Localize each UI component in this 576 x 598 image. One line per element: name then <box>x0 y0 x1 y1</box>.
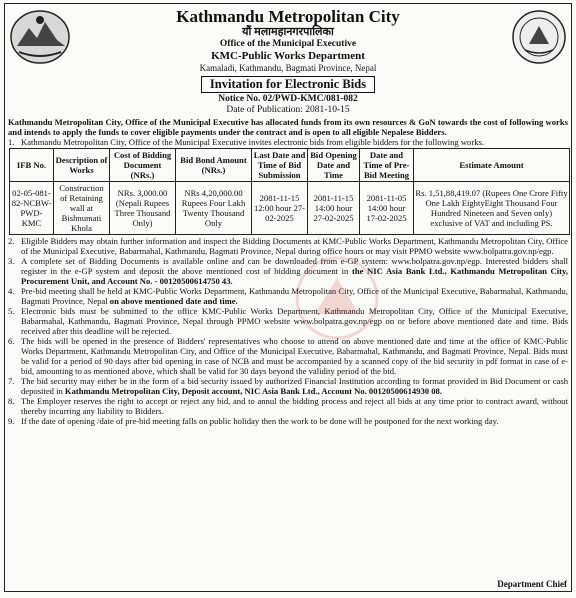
header-opening: Bid Opening Date and Time <box>308 149 360 182</box>
table-row <box>10 182 570 235</box>
header-ifb: IFB No. <box>10 149 54 182</box>
item-number: 6. <box>8 336 15 346</box>
item-number: 8. <box>8 396 15 406</box>
cell-description: Construction of Retaining wall at Bishnumati Khola <box>54 182 110 235</box>
cell-bid-bond: NRs 4,20,000.00 Rupees Four Lakh Twenty Thousand Only <box>176 182 252 235</box>
watermark-stamp-icon <box>285 254 390 342</box>
item-number: 9. <box>8 416 15 426</box>
publication-date: Date of Publication: 2081-10-15 <box>226 105 350 115</box>
item-number: 7. <box>8 376 15 386</box>
signatory: Department Chief <box>497 579 567 589</box>
table-header-row <box>10 149 570 182</box>
header-bid-bond: Bid Bond Amount (NRs.) <box>176 149 252 182</box>
item-text: Kathmandu Metropolitan City, Office of the Municipal Executive invites electronic bids from eligible bidders for the following works. <box>21 137 484 147</box>
header-prebid: Date and Time of Pre-Bid Meeting <box>360 149 414 182</box>
item-bold-text: the NIC Asia Bank Ltd., Kathmandu Metropolitan City, Procurement Unit, and Account No. - 00120500614750 43. <box>21 266 568 286</box>
list-item <box>5 396 571 416</box>
item-text: Electronic bids must be submitted to the office KMC-Public Works Department, Kathmandu Metropolitan City, Office of the Municipal Executive, Babarmahal, Kathmandu, Bagmati Province, Nepal through PPMO website www.bolpatra.gov.np/egp on or before above mentioned date and time. Bids received after this deadline will be rejected. <box>21 306 568 336</box>
header-estimate: Estimate Amount <box>414 149 570 182</box>
list-item <box>5 236 571 256</box>
cell-estimate: Rs. 1,51,88,419.07 (Rupees One Crore Fifty One Lakh EightyEight Thousand Four Hundred Nineteen and Seven only) exclusive of VAT and including PS. <box>414 182 570 235</box>
bid-table <box>9 148 570 235</box>
item-text: Pre-bid meeting shall be held at KMC-Public Works Department, Kathmandu Metropolitan City, Office of the Municipal Executive, Babarmahal, Kathmandu, Bagmati Province, Nepal <box>21 286 568 306</box>
item-number: 4. <box>8 286 15 296</box>
list-item <box>5 137 571 147</box>
cell-prebid: 2081-11-05 14:00 hour 17-02-2025 <box>360 182 414 235</box>
item-text: A complete set of Bidding Documents is available online and can be downloaded from e-GP system: www.bolpatra.gov.np/egp. Interested bidders shall register in the e-GP system and deposit the above mentioned cost of bidding document in <box>21 256 568 276</box>
banner-title: Invitation for Electronic Bids <box>201 76 375 93</box>
header-cost: Cost of Bidding Document (NRs.) <box>110 149 176 182</box>
city-title: Kathmandu Metropolitan City <box>176 7 400 26</box>
address: Kamaladi, Kathmandu, Bagmati Province, Nepal <box>199 63 377 73</box>
cell-submission: 2081-11-15 12:00 hour 27-02-2025 <box>252 182 308 235</box>
intro-paragraph: Kathmandu Metropolitan City, Office of the Municipal Executive has allocated funds from its own resources & GoN towards the cost of following works and intends to apply the funds to cover eligible payments under the contract and is open to all eligible Nepalese Bidders. <box>8 117 568 137</box>
item-number: 5. <box>8 306 15 316</box>
list-item <box>5 376 571 396</box>
cell-ifb: 02-05-081-82-NCBW-PWD-KMC <box>10 182 54 235</box>
list-item <box>5 336 571 376</box>
item-bold-text: on above mentioned date and time. <box>109 296 238 306</box>
item-text: The Employer reserves the right to accept or reject any bid, and to annul the bidding process and reject all bids at any time prior to contract award, without thereby incurring any liability to Bidders. <box>21 396 568 416</box>
department-name: KMC-Public Works Department <box>211 50 365 62</box>
notice-number: Notice No. 02/PWD-KMC/081-082 <box>218 94 358 104</box>
item-text: The bid security may either be in the form of a bid security issued by authorized Financial Institution according to format provided in Bid Document or cash deposited in <box>21 376 568 396</box>
item-number: 2. <box>8 236 15 246</box>
cell-cost: NRs. 3,000.00 (Nepali Rupees Three Thousand Only) <box>110 182 176 235</box>
item-text: Eligible Bidders may obtain further information and inspect the Bidding Documents at KMC-Public Works Department, Kathmandu Metropolitan City, Office of the Municipal Executive, Babarmahal, Kathmandu, Bagmati Province, Nepal during office hours or may visit PPMO website www.bolpatra.gov.np/egp. <box>21 236 568 256</box>
header-description: Description of Works <box>54 149 110 182</box>
item-number: 1. <box>8 137 15 147</box>
kmc-logo-icon <box>9 8 71 66</box>
header-submission: Last Date and Time of Bid Submission <box>252 149 308 182</box>
notice-page <box>4 3 572 592</box>
item-text: The bids will be opened in the presence of Bidders' representatives who choose to attend on above mentioned date and time at the office of KMC-Public Works Department, Kathmandu Metropolitan City, and Office of the Municipal Executive, Babarmahal, Kathmandu, and Bagmati Province, Nepal. Bids must be valid for a period of 90 days after bid opening in case of NCB and must be accompanied by a scanned copy of the bid security in pdf format in case of e-bid, amounting to as mentioned above, which shall be valid for 30 days beyond the validity period of the bid. <box>21 336 568 376</box>
item-number: 3. <box>8 256 15 266</box>
item-text: If the date of opening /date of pre-bid meeting falls on public holiday then the work to be done will be postponed for the next working day. <box>21 416 499 426</box>
government-emblem-icon <box>511 8 567 66</box>
nepali-title: यौं मलामहानगरपालिका <box>242 26 334 38</box>
cell-opening: 2081-11-15 14:00 hour 27-02-2025 <box>308 182 360 235</box>
list-item <box>5 416 571 426</box>
item-bold-text: Kathmandu Metropolitan City, Deposit account, NIC Asia Bank Ltd., Account No. 00120500614930 08. <box>64 386 442 396</box>
office-name: Office of the Municipal Executive <box>219 39 357 49</box>
